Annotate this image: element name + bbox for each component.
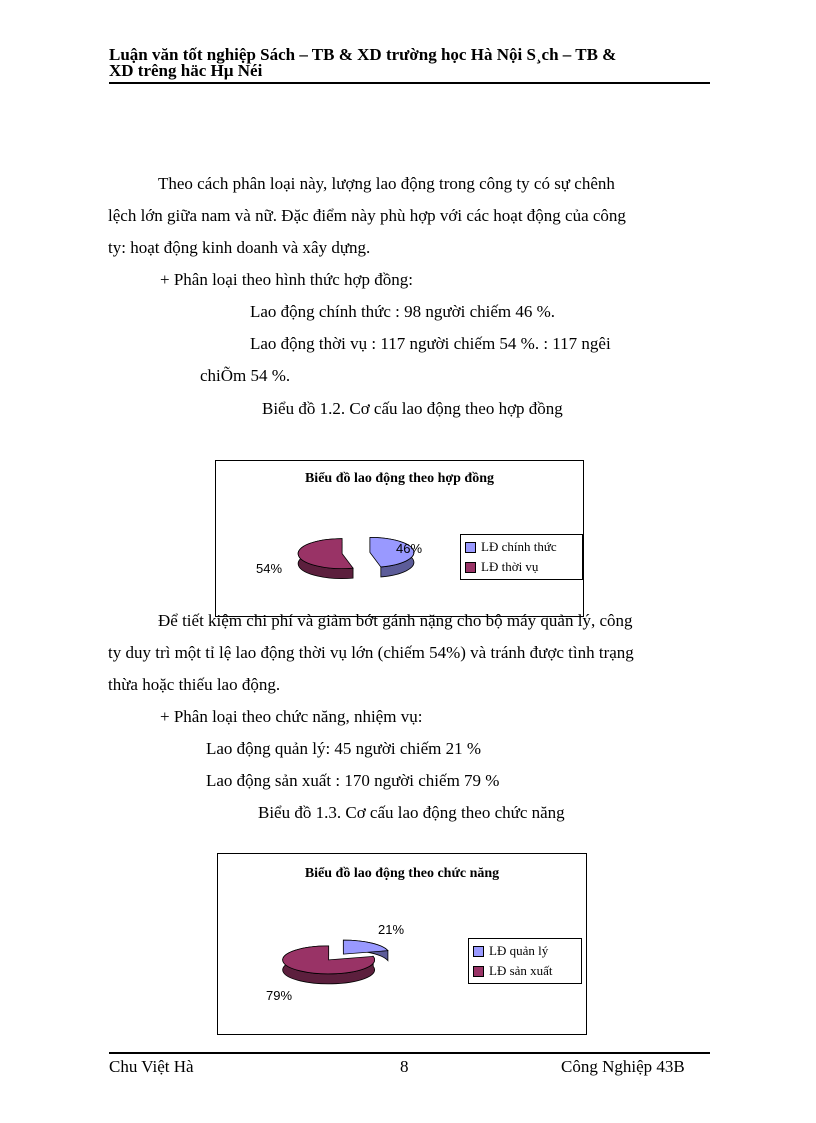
- legend-item: [465, 537, 578, 557]
- bullet-item: Lao động quản lý: 45 người chiếm 21 %: [206, 739, 482, 758]
- footer-page-number: 8: [400, 1057, 409, 1076]
- legend-label: LĐ thời vụ: [481, 559, 539, 574]
- chart-function: [217, 853, 587, 1035]
- paragraph-line: ty: hoạt động kinh doanh và xây dựng.: [108, 238, 371, 257]
- legend-swatch: [465, 542, 476, 553]
- bullet-item: Lao động chính thức : 98 người chiếm 46 %.: [250, 302, 556, 321]
- paragraph-line: ty duy trì một tỉ lệ lao động thời vụ lớn (chiếm 54%) và tránh được tình trạng: [108, 643, 634, 662]
- footer-class: Công Nghiệp 43B: [561, 1057, 685, 1076]
- chart-legend: [460, 534, 583, 580]
- paragraph-line: Để tiết kiệm chi phí và giảm bớt gánh nặng cho bộ máy quản lý, công: [158, 611, 633, 630]
- bullet-item: Lao động sản xuất : 170 người chiếm 79 %: [206, 771, 500, 790]
- paragraph-line: Theo cách phân loại này, lượng lao động trong công ty có sự chênh: [158, 174, 615, 193]
- header-title: Luận văn tốt nghiệp Sách – TB & XD trường học Hà Nội S¸ch – TB &: [109, 45, 617, 64]
- legend-label: LĐ chính thức: [481, 539, 557, 554]
- paragraph-line: lệch lớn giữa nam và nữ. Đặc điểm này phù hợp với các hoạt động của công: [108, 206, 626, 225]
- data-label: 79%: [266, 988, 293, 1003]
- legend-item: [473, 941, 577, 961]
- header-divider: [109, 82, 710, 84]
- footer-author: Chu Việt Hà: [109, 1057, 194, 1076]
- footer-divider: [109, 1052, 710, 1054]
- legend-item: [465, 557, 578, 577]
- chart-title: Biểu đồ lao động theo hợp đồng: [304, 471, 495, 486]
- legend-label: LĐ quản lý: [489, 943, 549, 958]
- data-label: 54%: [256, 561, 283, 576]
- figure-caption: Biểu đồ 1.2. Cơ cấu lao động theo hợp đồng: [262, 399, 563, 418]
- bullet-heading: + Phân loại theo hình thức hợp đồng:: [160, 270, 414, 289]
- bullet-item-continued: chiÕm 54 %.: [200, 366, 291, 385]
- header-subtitle: XD trêng häc Hµ Néi: [109, 61, 263, 80]
- data-label: 21%: [378, 922, 405, 937]
- legend-swatch: [473, 946, 484, 957]
- figure-caption: Biểu đồ 1.3. Cơ cấu lao động theo chức năng: [258, 803, 565, 822]
- paragraph-line: thừa hoặc thiếu lao động.: [108, 675, 281, 694]
- bullet-heading: + Phân loại theo chức năng, nhiệm vụ:: [160, 707, 423, 726]
- chart-title: Biểu đồ lao động theo chức năng: [304, 866, 500, 881]
- chart-contract: [215, 460, 584, 617]
- legend-swatch: [465, 562, 476, 573]
- legend-label: LĐ sản xuất: [489, 963, 553, 978]
- legend-item: [473, 961, 577, 981]
- chart-legend: [468, 938, 582, 984]
- bullet-item: Lao động thời vụ : 117 người chiếm 54 %. : 117 ngêi: [250, 334, 611, 353]
- legend-swatch: [473, 966, 484, 977]
- data-label: 46%: [396, 541, 423, 556]
